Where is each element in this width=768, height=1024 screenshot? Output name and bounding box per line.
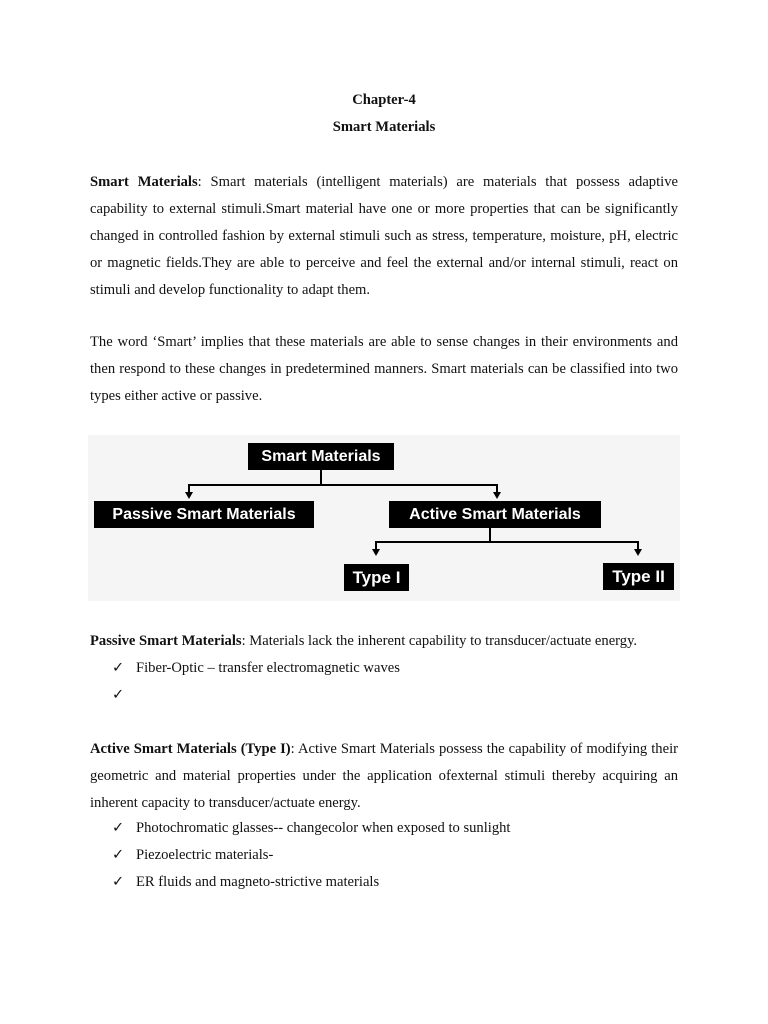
intro-paragraph: [90, 169, 678, 304]
list-item-text: Piezoelectric materials-: [136, 847, 274, 863]
active-term: Active Smart Materials (Type I): [90, 741, 291, 757]
chapter-label: Chapter-4: [352, 92, 416, 108]
list-item: [112, 655, 400, 682]
checkmark-icon: ✓: [112, 847, 125, 863]
connector-line: [489, 528, 491, 541]
active-paragraph: [90, 736, 678, 817]
connector-line: [496, 484, 498, 492]
list-item-text: Photochromatic glasses-- changecolor when exposed to sunlight: [136, 820, 511, 836]
connector-line: [188, 484, 190, 492]
intro-text: : Smart materials (intelligent materials) are materials that possess adaptive capability to external stimuli.Smart material have one or more properties that can be significantly changed in controlled fashion by external stimuli such as stress, temperature, moisture, pH, electric or magnetic fields.They are able to perceive and feel the external and/or internal stimuli, react on stimuli and develop functionality to adapt them.: [90, 174, 678, 298]
active-examples-list: [112, 815, 511, 896]
intro-term: Smart Materials: [90, 174, 198, 190]
list-item: [112, 815, 511, 842]
passive-term: Passive Smart Materials: [90, 633, 242, 649]
checkmark-icon: ✓: [112, 874, 125, 890]
list-item: [112, 869, 511, 896]
list-item: [112, 682, 400, 709]
checkmark-icon: ✓: [112, 687, 125, 703]
arrow-down-icon: [372, 549, 380, 556]
passive-text: : Materials lack the inherent capability to transducer/actuate energy.: [241, 633, 638, 649]
classification-diagram: [88, 435, 680, 601]
diagram-passive-box: Passive Smart Materials: [94, 501, 314, 528]
checkmark-icon: ✓: [112, 660, 125, 676]
passive-examples-list: [112, 655, 400, 709]
passive-paragraph: [90, 628, 678, 655]
checkmark-icon: ✓: [112, 820, 125, 836]
diagram-active-box: Active Smart Materials: [389, 501, 601, 528]
smart-definition-paragraph: The word ‘Smart’ implies that these materials are able to sense changes in their environments and then respond to these changes in predetermined manners. Smart materials can be classified into two types either active or passive.: [90, 334, 678, 404]
arrow-down-icon: [493, 492, 501, 499]
connector-line: [320, 470, 322, 484]
list-item-text: ER fluids and magneto-strictive materials: [136, 874, 380, 890]
diagram-type1-box: Type I: [344, 564, 409, 591]
list-item: [112, 842, 511, 869]
connector-line: [188, 484, 498, 486]
diagram-root-box: Smart Materials: [248, 443, 394, 470]
connector-line: [375, 541, 639, 543]
arrow-down-icon: [634, 549, 642, 556]
arrow-down-icon: [185, 492, 193, 499]
active-text: : Active Smart Materials possess the capability of modifying their geometric and material properties under the application ofexternal stimuli thereby acquiring an inherent capacity to transducer/actuate energy.: [90, 741, 678, 811]
chapter-title: Smart Materials: [332, 119, 436, 135]
list-item-text: Fiber-Optic – transfer electromagnetic waves: [136, 660, 400, 676]
diagram-type2-box: Type II: [603, 563, 674, 590]
